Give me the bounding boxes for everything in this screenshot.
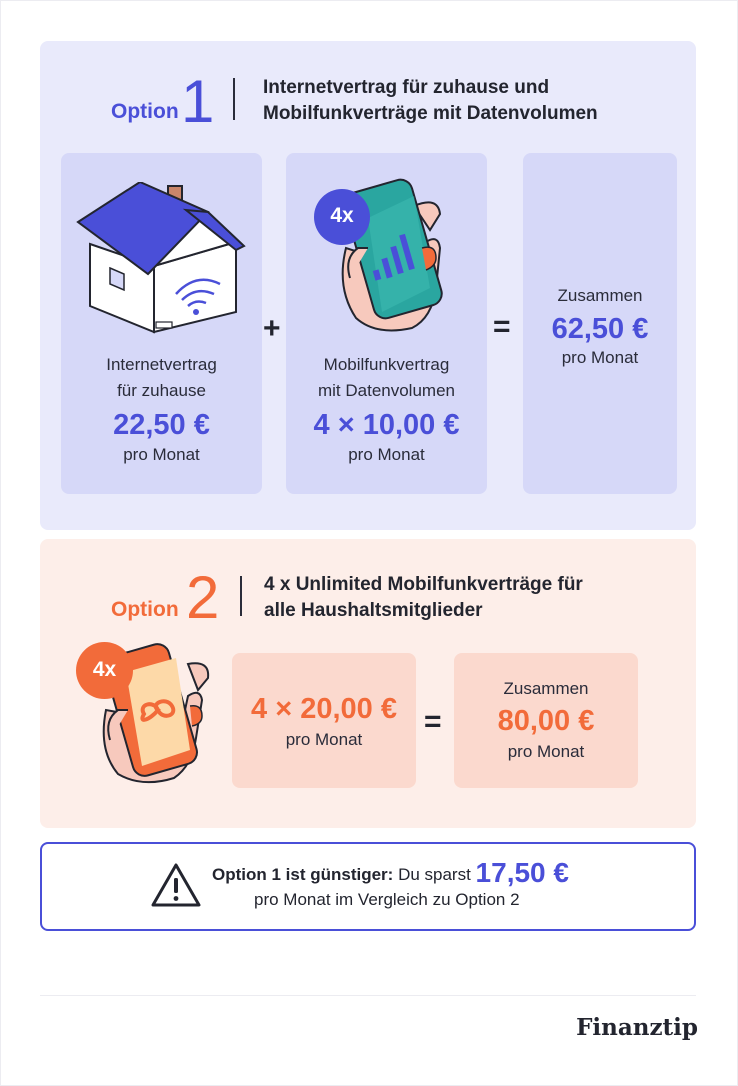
home-internet-label-line2: für zuhause <box>117 381 206 400</box>
mobile-data-label <box>286 352 487 404</box>
notice-bold: Option 1 ist günstiger: <box>212 865 394 884</box>
mobile-data-label-line1: Mobilfunkvertrag <box>323 355 450 374</box>
notice-text: Du sparst <box>393 865 476 884</box>
equals-sign-2: = <box>424 705 442 738</box>
house-wifi-icon <box>76 182 246 338</box>
notice-line2: pro Monat im Vergleich zu Option 2 <box>254 890 520 909</box>
option1-number: 1 <box>181 68 215 135</box>
option1-total-per-month: pro Monat <box>561 348 639 367</box>
equals-sign: = <box>493 310 511 343</box>
unlimited-price: 4 × 20,00 € <box>251 693 397 725</box>
mobile-data-label-line2: mit Datenvolumen <box>317 381 455 400</box>
finanztip-logo: Finanztip <box>576 1014 698 1041</box>
option1-total-label: Zusammen <box>557 286 643 305</box>
footer-divider <box>40 995 696 996</box>
option2-heading-line2: alle Haushaltsmitglieder <box>264 600 483 621</box>
home-internet-per-month: pro Monat <box>123 445 200 464</box>
notice-line1 <box>212 857 569 891</box>
option2-heading <box>264 572 583 624</box>
home-internet-price: 22,50 € <box>113 409 210 441</box>
unlimited-count-badge-text: 4x <box>92 658 117 681</box>
option1-heading-line2: Mobilfunkverträge mit Datenvolumen <box>263 103 598 124</box>
mobile-data-per-month: pro Monat <box>348 445 425 464</box>
option1-label: Option <box>111 100 179 123</box>
option1-divider <box>233 78 235 120</box>
plus-sign: + <box>263 312 281 345</box>
option1-heading-line1: Internetvertrag für zuhause und <box>263 77 550 98</box>
option1-heading <box>263 75 598 127</box>
option2-heading-line1: 4 x Unlimited Mobilfunkverträge für <box>264 574 583 595</box>
option2-total-label: Zusammen <box>503 679 589 698</box>
unlimited-per-month: pro Monat <box>285 730 363 749</box>
notice-amount: 17,50 € <box>475 857 569 888</box>
option2-total-per-month: pro Monat <box>507 742 585 761</box>
option2-label: Option <box>111 598 179 621</box>
home-internet-label <box>61 352 262 404</box>
warning-icon <box>150 862 202 908</box>
option1-total-price: 62,50 € <box>551 313 649 345</box>
unlimited-count-badge <box>76 642 133 699</box>
mobile-count-badge <box>314 189 370 245</box>
option2-divider <box>240 576 242 616</box>
mobile-data-price: 4 × 10,00 € <box>313 409 460 441</box>
option2-total-price: 80,00 € <box>497 705 595 737</box>
mobile-count-badge-text: 4x <box>330 204 354 227</box>
option2-number: 2 <box>186 564 220 631</box>
home-internet-label-line1: Internetvertrag <box>106 355 217 374</box>
